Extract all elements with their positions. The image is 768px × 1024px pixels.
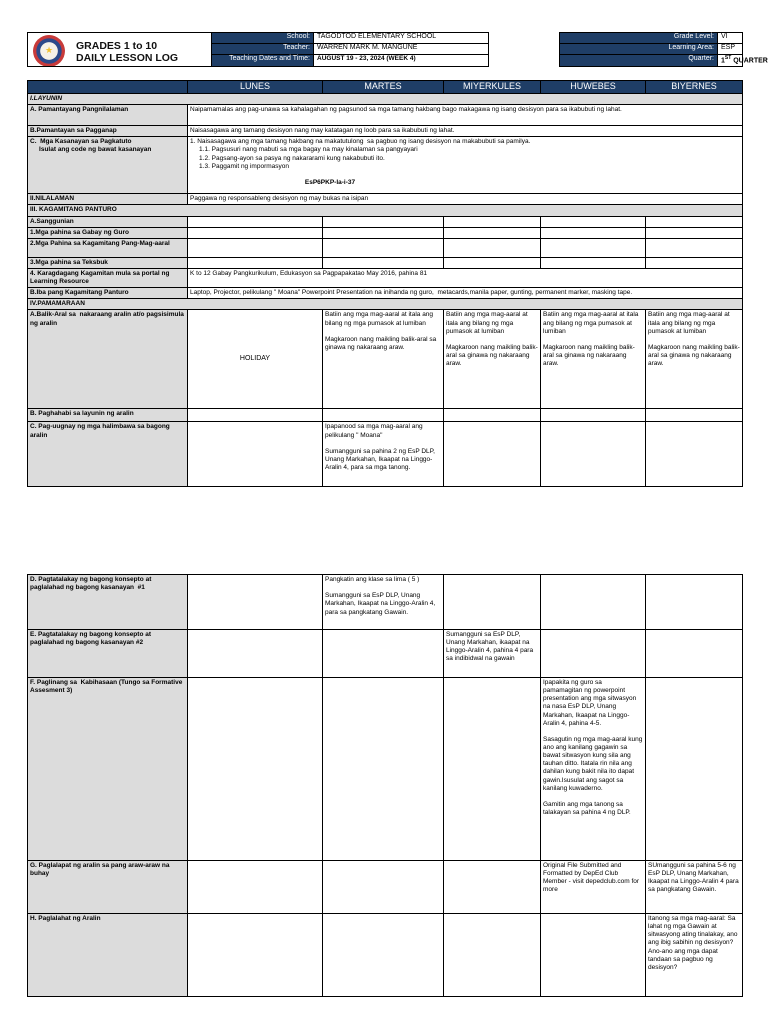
competency-code: EsP6PKP-Ia-i-37 — [304, 178, 356, 186]
balik-aral-biyernes: Batiin ang mga mag-aaral at itala ang bilang ng mga pumasok at lumiban Magkaroon nang maikling balik-aral sa ginawa ng nakaraang araw. — [646, 310, 743, 409]
dates-value: AUGUST 19 - 23, 2024 (WEEK 4) — [314, 55, 489, 67]
day-biyernes: BIYERNES — [646, 81, 743, 94]
row-c-text: 1. Naisasagawa ang mga tamang hakbang na makatutulong sa pagbuo ng isang desisyon na makabubuti sa pamilya. 1.1. Pagsusuri nang mabuti sa mga bagay na may kinalaman sa pangyayari 1.2. Pagsang-ayon sa pasya ng nakararami kung nakabubuti ito. 1.3. Paggamit ng impormasyon — [190, 138, 531, 170]
row-pagtatalakay-2 — [28, 630, 743, 678]
quarter-word: QUARTER — [731, 57, 768, 65]
row-kasanayan — [28, 137, 743, 194]
grade-label: Grade Level: — [560, 33, 718, 44]
teacher-label: Teacher: — [212, 44, 314, 55]
row-iba-pang-kagamitan — [28, 288, 743, 299]
quarter-number: 1 — [721, 57, 725, 65]
row-pamantayan-pagganap — [28, 126, 743, 137]
row-gabay-guro — [28, 227, 743, 238]
paghahabi-label: B. Paghahabi sa layunin ng aralin — [28, 409, 188, 422]
section-kagamitan-label: III. KAGAMITANG PANTURO — [28, 205, 743, 216]
row-balik-aral — [28, 310, 743, 409]
paglinang-huwebes: Ipapakita ng guro sa pamamagitan ng powerpoint presentation ang mga sitwasyon na nasa EsP DLP, Unang Markahan, Ikaapat na Linggo-Aralin 4, pahina 4-5. Sasagutin ng mga mag-aaral kung ano ang kanilang gagawin sa bawat sitwasyon kung sila ang tauhan ditto. Itatala rin nila ang dahilan kung bakit nila ito dapat gawin.Isusulat ang sagot sa kanilang kuwaderno. Gamitin ang mga tanong sa talakayan sa pahina 4 ng DLP. — [541, 678, 646, 861]
title-cell — [28, 33, 212, 67]
pagtatalakay-2-label: E. Pagtatalakay ng bagong konsepto at paglalahad ng bagong kasanayan #2 — [28, 630, 188, 678]
iba-pang-kagamitan-text: Laptop, Projector, pelikulang " Moana" Powerpoint Presentation na inihanda ng guro, metacards,manila paper, gunting, permanent marker, masking tape. — [188, 288, 743, 299]
row-teksbuk — [28, 257, 743, 268]
row-learning-resource — [28, 268, 743, 287]
row-pag-uugnay — [28, 422, 743, 487]
learning-resource-text: K to 12 Gabay Pangkurikulum, Edukasyon sa Pagpapakatao May 2016, pahina 81 — [188, 268, 743, 287]
pag-uugnay-label: C. Pag-uugnay ng mga halimbawa sa bagong aralin — [28, 422, 188, 487]
row-pagtatalakay-1 — [28, 575, 743, 630]
day-header-row — [28, 81, 743, 94]
title-line-1: GRADES 1 to 10 — [76, 40, 158, 52]
day-lunes: LUNES — [188, 81, 323, 94]
row-b-label: B.Pamantayan sa Pagganap — [28, 126, 188, 137]
row-a-label: A. Pamantayang Pangnilalaman — [28, 105, 188, 126]
title-line-2: DAILY LESSON LOG — [76, 52, 179, 64]
day-martes: MARTES — [323, 81, 444, 94]
pagtatalakay-2-miyerkules: Sumangguni sa EsP DLP, Unang Markahan, ikaapat na Linggo-Aralin 4, pahina 4 para sa indibidwal na gawain — [444, 630, 541, 678]
balik-aral-huwebes: Batiin ang mga mag-aaral at itala ang bilang ng mga pumasok at lumiban Magkaroon nang maikling balik-aral sa ginawa ng nakaraang araw. — [541, 310, 646, 409]
school-label: School: — [212, 33, 314, 44]
dates-label: Teaching Dates and Time: — [212, 55, 314, 67]
pagtatalakay-1-label: D. Pagtatalakay ng bagong konsepto at paglalahad ng bagong kasanayan #1 — [28, 575, 188, 630]
section-layunin — [28, 94, 743, 105]
row-paglalapat — [28, 861, 743, 914]
row-paghahabi — [28, 409, 743, 422]
paglinang-label: F. Paglinang sa Kabihasaan (Tungo sa Formative Assesment 3) — [28, 678, 188, 861]
gabay-guro-label: 1.Mga pahina sa Gabay ng Guro — [28, 227, 188, 238]
day-huwebes: HUWEBES — [541, 81, 646, 94]
paglalapat-huwebes: Original File Submitted and Formatted by DepEd Club Member - visit depedclub.com for more — [541, 861, 646, 914]
balik-aral-label: A.Balik-Aral sa nakaraang aralin at/o pagsisimula ng aralin — [28, 310, 188, 409]
teksbuk-label: 3.Mga pahina sa Teksbuk — [28, 257, 188, 268]
row-pamantayang-pangnilalaman — [28, 105, 743, 126]
iba-pang-kagamitan-label: B.Iba pang Kagamitang Panturo — [28, 288, 188, 299]
row-paglinang — [28, 678, 743, 861]
corner-cell — [28, 81, 188, 94]
balik-aral-miyerkules: Batiin ang mga mag-aaral at itala ang bilang ng mga pumasok at lumiban Magkaroon nang maikling balik-aral sa ginawa ng nakaraang araw. — [444, 310, 541, 409]
teacher-value: WARREN MARK M. MANGUNE — [314, 44, 489, 55]
paglalahat-label: H. Paglalahat ng Aralin — [28, 914, 188, 997]
learning-resource-label: 4. Karagdagang Kagamitan mula sa portal ng Learning Resource — [28, 268, 188, 287]
row-c-cell — [188, 137, 743, 194]
quarter-label: Quarter: — [560, 55, 718, 67]
row-c-label: C. Mga Kasanayan sa Pagkatuto Isulat ang code ng bawat kasanayan — [28, 137, 188, 194]
paglalahat-biyernes: Itanong sa mga mag-aaral: Sa lahat ng mga Gawain at sitwasyong ating tinalakay, ano ang ibig sabihin ng desisyon? Ano-ano ang mga dapat tandaan sa pagbuo ng desisyon? — [646, 914, 743, 997]
balik-aral-martes: Batiin ang mga mag-aaral at itala ang bilang ng mga pumasok at lumiban Magkaroon nang maikling balik-aral sa ginawa ng nakaraang araw. — [323, 310, 444, 409]
nilalaman-text: Paggawa ng responsableng desisyon ng may bukas na isipan — [188, 194, 743, 205]
row-kagamitang-mag-aaral — [28, 238, 743, 257]
section-nilalaman-label: II.NILALAMAN — [28, 194, 188, 205]
paglalapat-label: G. Paglalapat ng aralin sa pang araw-araw na buhay — [28, 861, 188, 914]
kagamitang-mag-aaral-label: 2.Mga Pahina sa Kagamitang Pang-Mag-aaral — [28, 238, 188, 257]
lesson-table-continued — [27, 574, 743, 997]
quarter-suffix: ST — [724, 55, 732, 61]
section-kagamitan — [28, 205, 743, 216]
lesson-table — [27, 80, 743, 487]
area-value: ESP — [718, 44, 743, 55]
row-nilalaman — [28, 194, 743, 205]
header-table — [27, 32, 768, 67]
section-pamamaraan — [28, 299, 743, 310]
section-layunin-label: I.LAYUNIN — [28, 94, 743, 105]
pagtatalakay-1-martes: Pangkatin ang klase sa lima ( 5 ) Sumangguni sa EsP DLP, Unang Markahan, Ikaapat na Linggo-Aralin 4, para sa pangkatang Gawain. — [323, 575, 444, 630]
sanggunian-label: A.Sanggunian — [28, 216, 188, 227]
day-miyerkules: MIYERKULES — [444, 81, 541, 94]
school-value: TAGODTOD ELEMENTARY SCHOOL — [314, 33, 489, 44]
area-label: Learning Area: — [560, 44, 718, 55]
quarter-value — [718, 55, 768, 67]
grade-value: VI — [718, 33, 743, 44]
row-b-text: Naisasagawa ang tamang desisyon nang may katatagan ng loob para sa ikabubuti ng lahat. — [188, 126, 743, 137]
pag-uugnay-martes: Ipapanood sa mga mag-aaral ang pelikulang " Moana" Sumangguni sa pahina 2 ng EsP DLP, Unang Markahan, Ikaapat na Linggo-Aralin 4, para sa mga tanong. — [323, 422, 444, 487]
row-a-text: Naipamamalas ang pag-unawa sa kahalagahan ng pagsunod sa mga tamang hakbang bago makagawa ng isang desisyon para sa ikabubuti ng lahat. — [188, 105, 743, 126]
row-sanggunian — [28, 216, 743, 227]
holiday-cell: HOLIDAY — [188, 310, 323, 409]
seal-star-icon: ★ — [45, 45, 54, 55]
row-paglalahat — [28, 914, 743, 997]
section-pamamaraan-label: IV.PAMAMARAAN — [28, 299, 743, 310]
paglalapat-biyernes: SUmangguni sa pahina 5-6 ng EsP DLP, Unang Markahan, Ikaapat na Linggo-Aralin 4 para sa pangkatang Gawain. — [646, 861, 743, 914]
